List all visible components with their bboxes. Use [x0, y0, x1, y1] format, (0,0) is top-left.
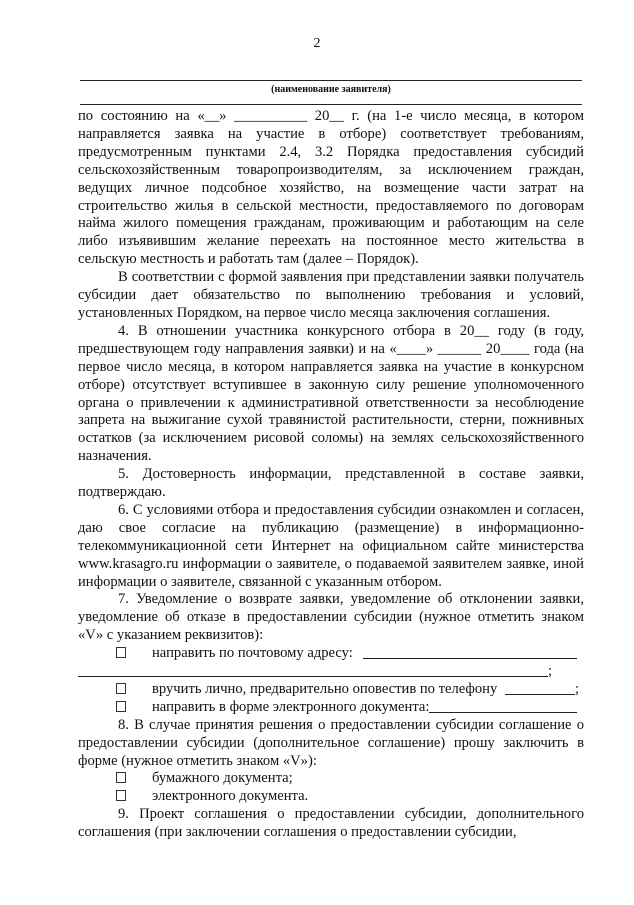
option-phone-label: вручить лично, предварительно оповестив по телефону: [152, 680, 498, 697]
checkbox-edoc[interactable]: [116, 790, 126, 801]
option-post-label: направить по почтовому адресу:: [152, 645, 353, 662]
checkbox-paper[interactable]: [116, 772, 126, 783]
document-body: [78, 108, 584, 842]
phone-field[interactable]: [505, 681, 575, 695]
option-edoc-row: [78, 788, 584, 806]
paragraph-5: 5. Достоверность информации, представленной в составе заявки, подтверждаю.: [78, 466, 584, 501]
option-post-row: [78, 645, 584, 663]
option-electronic-label: направить в форме электронного документа:: [152, 698, 430, 715]
post-address-field[interactable]: [363, 645, 577, 659]
applicant-name-line: [80, 80, 582, 81]
checkbox-phone[interactable]: [116, 683, 126, 694]
paragraph-4: 4. В отношении участника конкурсного отбора в 20__ году (в году, предшествующем году направления заявки) и на «____» ______ 20____ года (на первое число месяца, в котором направляется заявка на участие в конкурсном отборе) отсутствует вступившее в законную силу решение уполномоченного органа о привлечении к административной ответственности за несоблюдение запрета на выжигание сухой травянистой растительности, стерни, пожнивных остатков (за исключением рисовой соломы) на землях сельскохозяйственного назначения.: [78, 322, 584, 465]
paragraph-8: 8. В случае принятия решения о предоставлении субсидии соглашение о предоставлении субсидии (дополнительное соглашение) прошу заключить в форме (нужное отметить знаком «V»):: [78, 716, 584, 769]
applicant-name-underline: [80, 104, 582, 105]
page-number: 2: [313, 36, 321, 51]
paragraph-form-obligation: В соответствии с формой заявления при представлении заявки получатель субсидии дает обязательство по выполнению требования и условий, установленных Порядком, на первое число месяца заключения соглашения.: [78, 269, 584, 321]
post-address-continuation: [78, 663, 584, 681]
paragraph-intro: по состоянию на «__» __________ 20__ г. (на 1-е число месяца, в котором направляется заявка на участие в отборе) соответствует требованиям, предусмотренным пунктами 2.4, 3.2 Порядка предоставления субсидий сельскохозяйственным товаропроизводителям, за исключением граждан, ведущих личное подсобное хозяйство, на возмещение части затрат на строительство жилья в сельской местности, предоставляемого по договорам найма жилого помещения гражданам, проживающим и работающим на селе либо изъявившим желание переехать на постоянное место жительства в сельскую местность и работать там (далее – Порядок).: [78, 108, 584, 268]
paragraph-7: 7. Уведомление о возврате заявки, уведомление об отклонении заявки, уведомление об отказе в предоставлении субсидии (нужное отметить знаком «V» с указанием реквизитов):: [78, 591, 584, 644]
post-line-end: ;: [548, 663, 553, 680]
checkbox-electronic-notice[interactable]: [116, 701, 126, 712]
checkbox-post[interactable]: [116, 647, 126, 658]
phone-line-end: ;: [574, 680, 579, 697]
option-electronic-row: [78, 699, 584, 717]
paragraph-9: 9. Проект соглашения о предоставлении субсидии, дополнительного соглашения (при заключении соглашения о предоставлении субсидии,: [78, 806, 584, 841]
option-phone-row: [78, 681, 584, 699]
post-address-field-line2[interactable]: [78, 663, 548, 677]
option-paper-row: [78, 770, 584, 788]
option-paper-label: бумажного документа;: [152, 770, 293, 787]
paragraph-6: 6. С условиями отбора и предоставления субсидии ознакомлен и согласен, даю свое согласие на публикацию (размещение) в информационно-телекоммуникационной сети Интернет на официальном сайте министерства www.krasagro.ru информации о заявителе, о подаваемой заявителем заявке, иной информации о заявителе, связанной с указанным отбором.: [78, 501, 584, 590]
option-edoc-label: электронного документа.: [152, 788, 309, 805]
applicant-caption: (наименование заявителя): [271, 84, 391, 95]
electronic-address-field[interactable]: [429, 699, 577, 713]
